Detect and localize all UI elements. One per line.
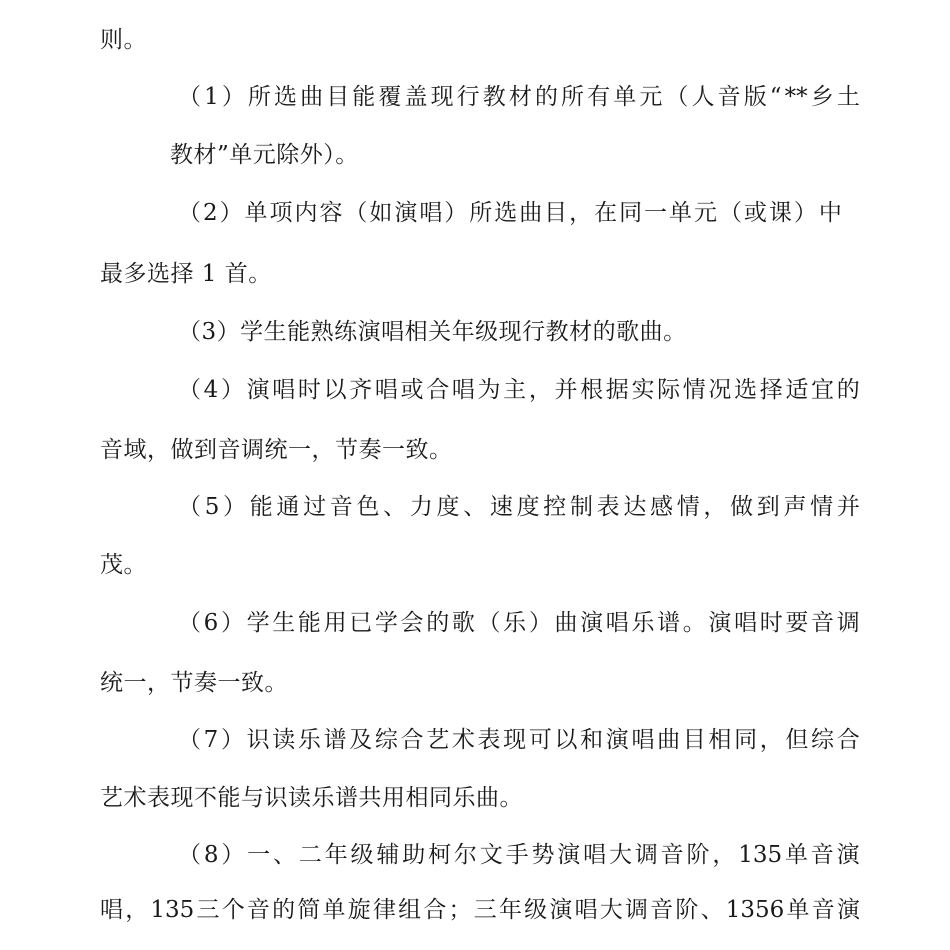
- text-line-15: （ 8 ） 一 、 二 年 级 辅 助 柯 尔 文 手 势 演 唱 大 调 音 阶 ， 135 单 音 演: [178, 842, 860, 868]
- text-line-4: （ 2 ） 单 项 内 容 （ 如 演 唱 ） 所 选 曲 目 ， 在 同 一 单 元 （ 或 课 ） 中: [178, 200, 842, 226]
- text-line-9: （ 5 ） 能 通 过 音 色 、 力 度 、 速 度 控 制 表 达 感 情 ， 做 到 声 情 并: [178, 494, 860, 520]
- text-line-1: 则。: [100, 27, 147, 53]
- text-line-8: 音域，做到音调统一，节奏一致。: [100, 437, 453, 463]
- text-line-5: 最多选择 1 首。: [100, 261, 272, 287]
- text-line-7: （ 4 ） 演 唱 时 以 齐 唱 或 合 唱 为 主 ， 并 根 据 实 际 情 况 选 择 适 宜 的: [178, 377, 860, 403]
- text-line-12: 统一，节奏一致。: [100, 670, 288, 696]
- text-line-10: 茂。: [100, 552, 147, 578]
- text-line-11: （ 6 ） 学 生 能 用 已 学 会 的 歌 （ 乐 ） 曲 演 唱 乐 谱 。 演 唱 时 要 音 调: [178, 610, 860, 636]
- text-line-14: 艺术表现不能与识读乐谱共用相同乐曲。: [100, 785, 523, 811]
- text-line-3: 教材”单元除外）。: [170, 142, 359, 168]
- text-line-16: 唱 ， 135 三 个 音 的 简 单 旋 律 组 合 ； 三 年 级 演 唱 大 调 音 阶 、 1356 单 音 演: [100, 897, 860, 923]
- text-line-6: （3）学生能熟练演唱相关年级现行教材的歌曲。: [178, 319, 687, 345]
- text-line-13: （ 7 ） 识 读 乐 谱 及 综 合 艺 术 表 现 可 以 和 演 唱 曲 目 相 同 ， 但 综 合: [178, 727, 860, 753]
- text-line-2: （ 1 ） 所 选 曲 目 能 覆 盖 现 行 教 材 的 所 有 单 元 （ 人 音 版 “ ** 乡 土: [178, 84, 860, 110]
